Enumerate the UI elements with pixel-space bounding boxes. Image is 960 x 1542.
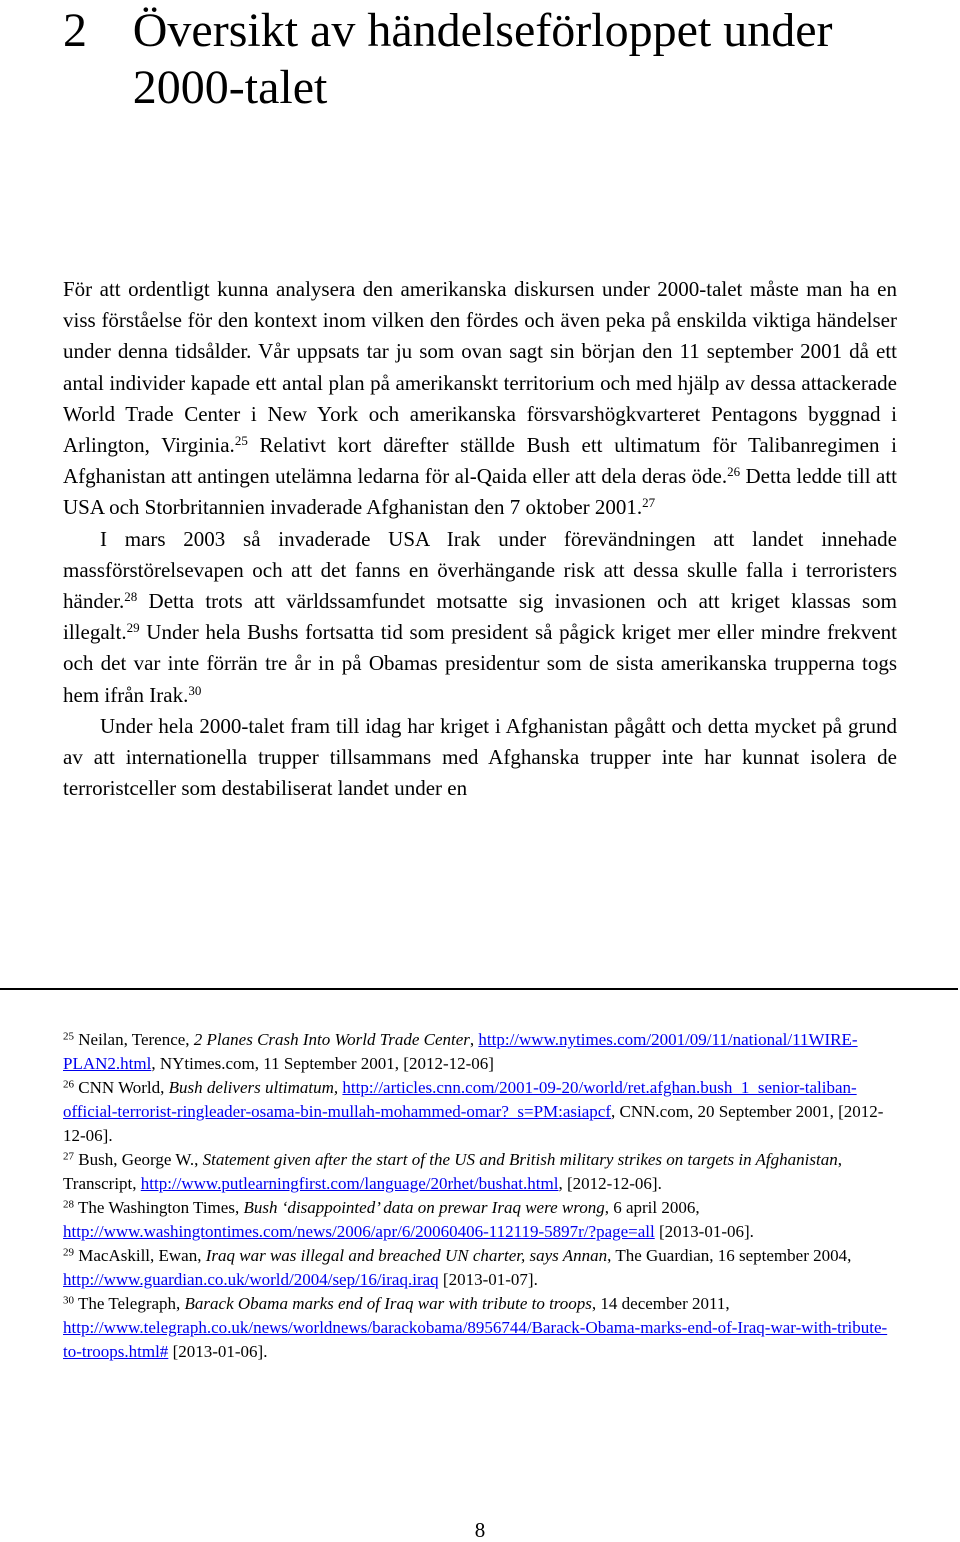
footnote-30 (63, 1292, 903, 1364)
footnote-title: Bush delivers ultimatum, (168, 1078, 339, 1097)
footnote-text: [2013-01-07]. (438, 1270, 538, 1289)
sentence: Under hela 2000-talet fram till idag har kriget i Afghanistan pågått och detta mycket på grund av att internationella trupper tillsammans med Afghanska trupper inte har kunnat isolera de terroristceller som destabiliserat landet under en (63, 713, 897, 801)
footnote-text: , 14 december 2011, (591, 1294, 730, 1313)
footnote-text: , Transcript, (63, 1150, 842, 1193)
footnote-text: [2013-01-06]. (168, 1342, 268, 1361)
footnote-text: MacAskill, Ewan, (74, 1246, 206, 1265)
footnote-link[interactable]: http://www.putlearningfirst.com/language/20rhet/bushat.html (140, 1174, 559, 1193)
footnote-text: Neilan, Terence, (74, 1030, 194, 1049)
footnote-number: 27 (63, 1150, 74, 1163)
footnote-26 (63, 1076, 903, 1148)
footnote-number: 30 (63, 1294, 74, 1307)
footnote-text: The Telegraph, (74, 1294, 185, 1313)
sentence: Under hela Bushs fortsatta tid som president så pågick kriget mer eller mindre frekvent och det var inte förrän tre år in på Obamas presidentur som de sista amerikanska trupperna togs hem ifrån Irak. (63, 620, 897, 707)
footnote-number: 29 (63, 1246, 74, 1259)
footnote-number: 26 (63, 1078, 74, 1091)
footnote-text: [2013-01-06]. (654, 1222, 754, 1241)
footnote-number: 25 (63, 1030, 74, 1043)
sentence: Detta trots att världssamfundet motsatte sig invasionen och att kriget klassas som illegalt. (63, 589, 897, 645)
footnote-29 (63, 1244, 903, 1292)
footnote-title: 2 Planes Crash Into World Trade Center (193, 1030, 470, 1049)
footnote-text: The Washington Times, (74, 1198, 244, 1217)
footnote-link[interactable]: http://www.nytimes.com/2001/09/11/national/11WIRE-PLAN2.html (63, 1030, 858, 1073)
footnote-title: Bush ‘disappointed’ data on prewar Iraq were wrong (243, 1198, 605, 1217)
footnote-text: , 6 april 2006, (604, 1198, 700, 1217)
footnote-text: , The Guardian, 16 september 2004, (607, 1246, 852, 1265)
footnote-number: 28 (63, 1198, 74, 1211)
body-text (63, 274, 897, 804)
footnote-title: Iraq war was illegal and breached UN charter, says Annan (205, 1246, 608, 1265)
footnote-ref-25[interactable]: 25 (234, 432, 248, 448)
sentence: Detta ledde till att USA och Storbritannien invaderade Afghanistan den 7 oktober 2001. (63, 464, 897, 520)
footnote-link[interactable]: http://www.telegraph.co.uk/news/worldnews/barackobama/8956744/Barack-Obama-marks-end-of-Iraq-war-with-tribute-to-troops.html# (63, 1318, 888, 1361)
footnote-ref-30[interactable]: 30 (188, 682, 202, 698)
footnote-28 (63, 1196, 903, 1244)
footnote-separator (0, 988, 958, 990)
footnote-text: , (469, 1030, 479, 1049)
footnote-link[interactable]: http://articles.cnn.com/2001-09-20/world/ret.afghan.bush_1_senior-taliban-official-terrorist-ringleader-osama-bin-mullah-mohammed-omar?_s=PM:asiapcf (63, 1078, 857, 1121)
footnote-ref-26[interactable]: 26 (727, 464, 741, 480)
footnotes (63, 1028, 903, 1364)
sentence: Vår uppsats tar ju som ovan sagt sin början den 11 september 2001 då ett antal individer kapade ett antal plan på amerikanskt territorium och med hjälp av dessa attackerade World Trade Center i New York och amerikanska försvarshögkvarteret Pentagons byggnad i Arlington, Virginia. (63, 339, 898, 458)
paragraph (63, 274, 897, 524)
chapter-title: Översikt av händelseförloppet under 2000-talet (132, 4, 833, 114)
footnote-text: , [2012-12-06]. (558, 1174, 662, 1193)
footnote-title: Statement given after the start of the US and British military strikes on targets in Afghanistan (202, 1150, 838, 1169)
paragraph (63, 524, 897, 711)
sentence: I mars 2003 så invaderade USA Irak under förevändningen att landet innehade massförstörelsevapen och att det fanns en överhängande risk att dessa skulle falla i terroristers händer. (63, 526, 897, 614)
footnote-25 (63, 1028, 903, 1076)
paragraph (63, 711, 897, 805)
chapter-heading (63, 2, 923, 116)
footnote-ref-27[interactable]: 27 (642, 495, 656, 511)
sentence: Relativt kort därefter ställde Bush ett ultimatum för Talibanregimen i Afghanistan att antingen utelämna ledarna för al-Qaida eller att dela deras öde. (63, 433, 897, 489)
footnote-link[interactable]: http://www.guardian.co.uk/world/2004/sep/16/iraq.iraq (63, 1270, 439, 1289)
footnote-ref-29[interactable]: 29 (126, 620, 140, 636)
footnote-ref-28[interactable]: 28 (124, 588, 138, 604)
footnote-text: , CNN.com, 20 September 2001, [2012-12-06]. (63, 1102, 884, 1145)
footnote-title: Barack Obama marks end of Iraq war with tribute to troops (184, 1294, 592, 1313)
sentence: För att ordentligt kunna analysera den amerikanska diskursen under 2000-talet måste man ha en viss förståelse för den kontext inom vilken den fördes och även peka på enskilda viktiga händelser under denna tidsålder. (63, 277, 897, 364)
footnote-27 (63, 1148, 903, 1196)
footnote-text: CNN World, (74, 1078, 169, 1097)
page-number: 8 (474, 1518, 486, 1542)
footnote-text: , NYtimes.com, 11 September 2001, [2012-12-06] (151, 1054, 494, 1073)
footnote-text: Bush, George W., (74, 1150, 203, 1169)
footnote-link[interactable]: http://www.washingtontimes.com/news/2006/apr/6/20060406-112119-5897r/?page=all (63, 1222, 655, 1241)
chapter-number: 2 (63, 4, 87, 57)
